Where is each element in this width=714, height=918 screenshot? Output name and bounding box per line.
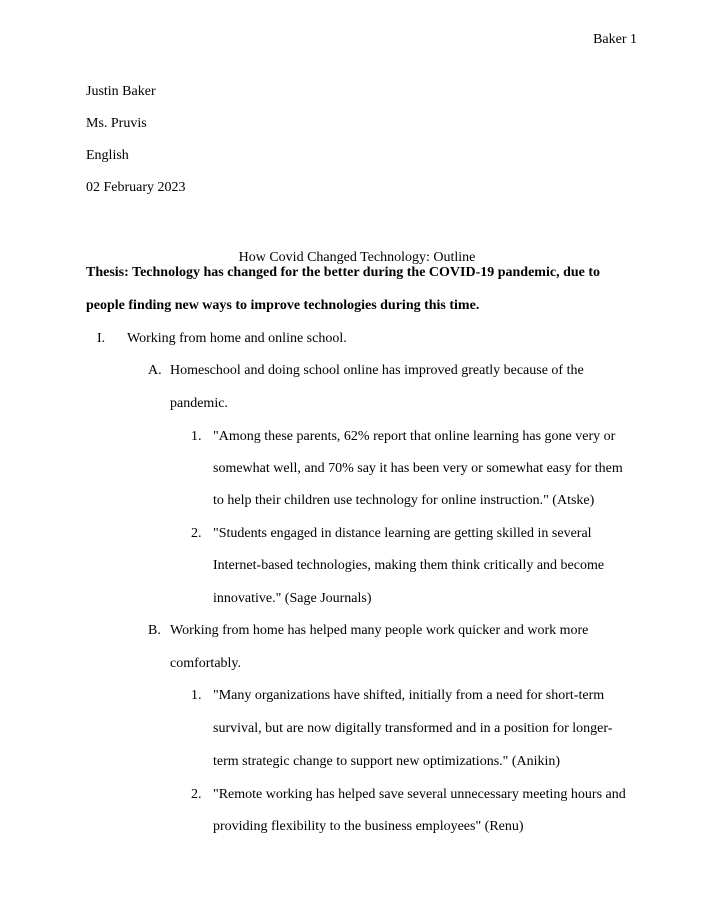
outline-marker-a1: 1. (191, 429, 202, 444)
outline-b-line-2: comfortably. (170, 656, 242, 671)
document-title: How Covid Changed Technology: Outline (238, 250, 476, 265)
quote-b1-line-3: term strategic change to support new optimizations." (Anikin) (213, 754, 561, 769)
outline-b-line-1: Working from home has helped many people work quicker and work more (170, 623, 589, 638)
quote-b1-line-1: "Many organizations have shifted, initially from a need for short-term (213, 688, 605, 703)
outline-a-line-2: pandemic. (170, 396, 228, 411)
thesis-line-1: Thesis: Technology has changed for the better during the COVID-19 pandemic, due to (86, 265, 601, 280)
outline-section-1-text: Working from home and online school. (127, 331, 347, 346)
quote-a1-line-2: somewhat well, and 70% say it has been very or somewhat easy for them (213, 461, 623, 476)
outline-a-line-1: Homeschool and doing school online has improved greatly because of the (170, 363, 584, 378)
outline-marker-a2: 2. (191, 526, 202, 541)
outline-marker-b1: 1. (191, 688, 202, 703)
outline-marker-A: A. (148, 363, 162, 378)
document-date: 02 February 2023 (86, 180, 186, 195)
quote-a2-line-3: innovative." (Sage Journals) (213, 591, 372, 606)
outline-marker-B: B. (148, 623, 161, 638)
quote-b2-line-1: "Remote working has helped save several unnecessary meeting hours and (213, 787, 626, 802)
outline-marker-b2: 2. (191, 787, 202, 802)
quote-b2-line-2: providing flexibility to the business employees" (Renu) (213, 819, 524, 834)
student-name: Justin Baker (86, 84, 156, 99)
outline-marker-I: I. (97, 331, 106, 346)
course-name: English (86, 148, 129, 163)
quote-a2-line-1: "Students engaged in distance learning are getting skilled in several (213, 526, 592, 541)
thesis-line-2: people finding new ways to improve technologies during this time. (86, 298, 480, 313)
quote-a2-line-2: Internet-based technologies, making them think critically and become (213, 558, 605, 573)
teacher-name: Ms. Pruvis (86, 116, 147, 131)
quote-a1-line-1: "Among these parents, 62% report that online learning has gone very or (213, 429, 616, 444)
page-header: Baker 1 (593, 32, 637, 47)
quote-b1-line-2: survival, but are now digitally transformed and in a position for longer- (213, 721, 613, 736)
quote-a1-line-3: to help their children use technology for online instruction." (Atske) (213, 493, 595, 508)
